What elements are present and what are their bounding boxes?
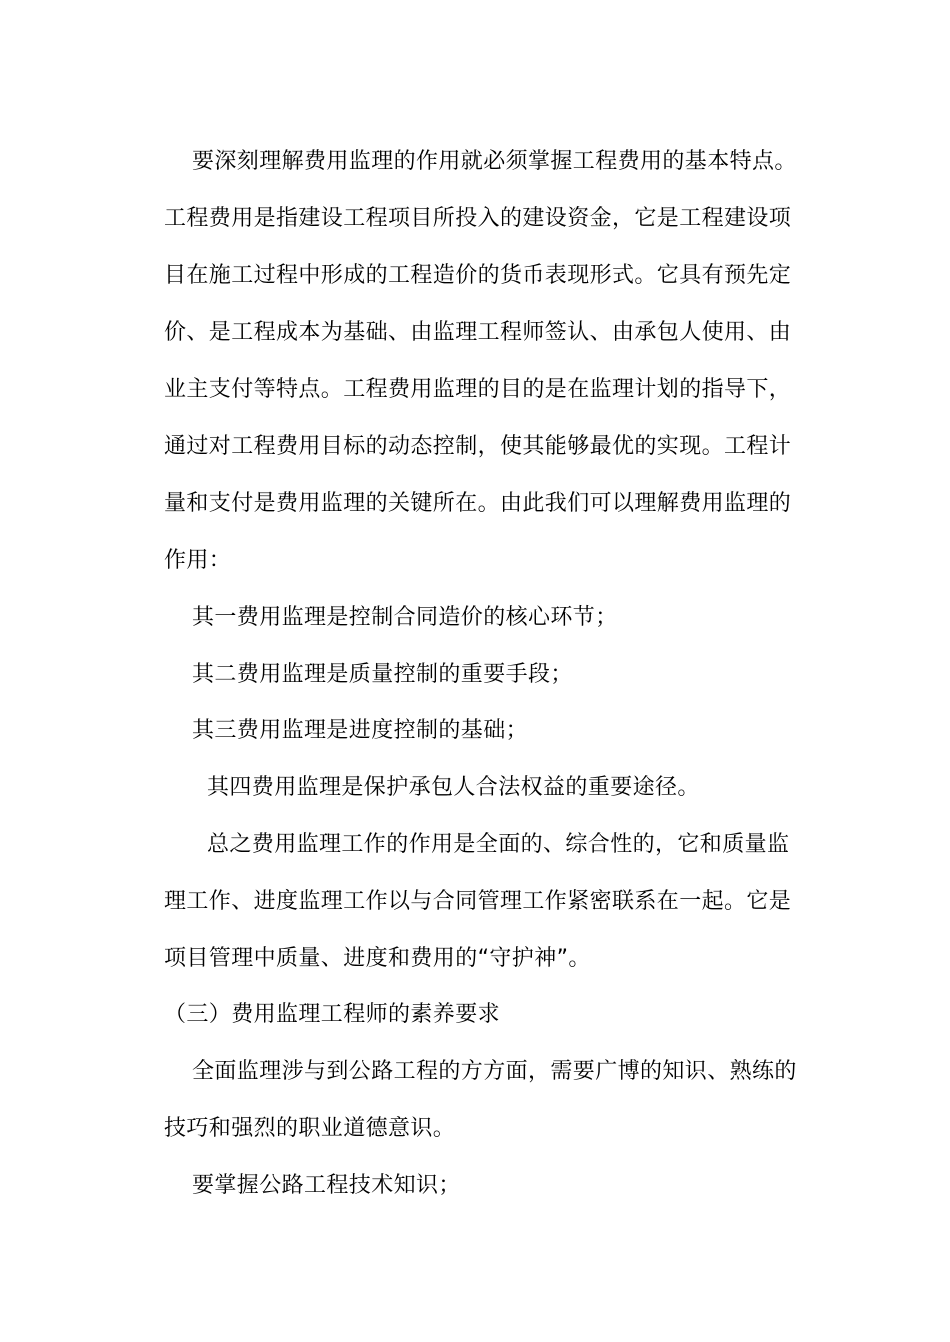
paragraph-line: 要深刻理解费用监理的作用就必须掌握工程费用的基本特点。 <box>192 149 797 174</box>
paragraph-line: 项目管理中质量、进度和费用的“守护神”。 <box>164 946 591 971</box>
paragraph-line: 量和支付是费用监理的关键所在。由此我们可以理解费用监理的 <box>164 491 792 516</box>
paragraph-line: 技巧和强烈的职业道德意识。 <box>164 1116 456 1141</box>
list-item: 其四费用监理是保护承包人合法权益的重要途径。 <box>207 775 700 800</box>
paragraph-line: 价、是工程成本为基础、由监理工程师签认、由承包人使用、由 <box>164 320 792 345</box>
paragraph-line: 作用： <box>164 548 232 573</box>
paragraph-line: 全面监理涉与到公路工程的方方面，需要广博的知识、熟练的 <box>192 1059 797 1084</box>
paragraph-line: 工程费用是指建设工程项目所投入的建设资金，它是工程建设项 <box>164 206 792 231</box>
list-item: 其一费用监理是控制合同造价的核心环节； <box>192 605 618 630</box>
list-item: 其二费用监理是质量控制的重要手段； <box>192 662 573 687</box>
paragraph-line: 目在施工过程中形成的工程造价的货币表现形式。它具有预先定 <box>164 263 792 288</box>
section-heading: （三）费用监理工程师的素养要求 <box>164 1002 501 1027</box>
paragraph-line: 总之费用监理工作的作用是全面的、综合性的，它和质量监 <box>207 832 790 857</box>
list-item: 其三费用监理是进度控制的基础； <box>192 718 529 743</box>
paragraph-line: 理工作、进度监理工作以与合同管理工作紧密联系在一起。它是 <box>164 889 792 914</box>
paragraph-line: 业主支付等特点。工程费用监理的目的是在监理计划的指导下， <box>164 377 792 402</box>
paragraph-line: 通过对工程费用目标的动态控制，使其能够最优的实现。工程计 <box>164 434 792 459</box>
paragraph-line: 要掌握公路工程技术知识； <box>192 1173 461 1198</box>
